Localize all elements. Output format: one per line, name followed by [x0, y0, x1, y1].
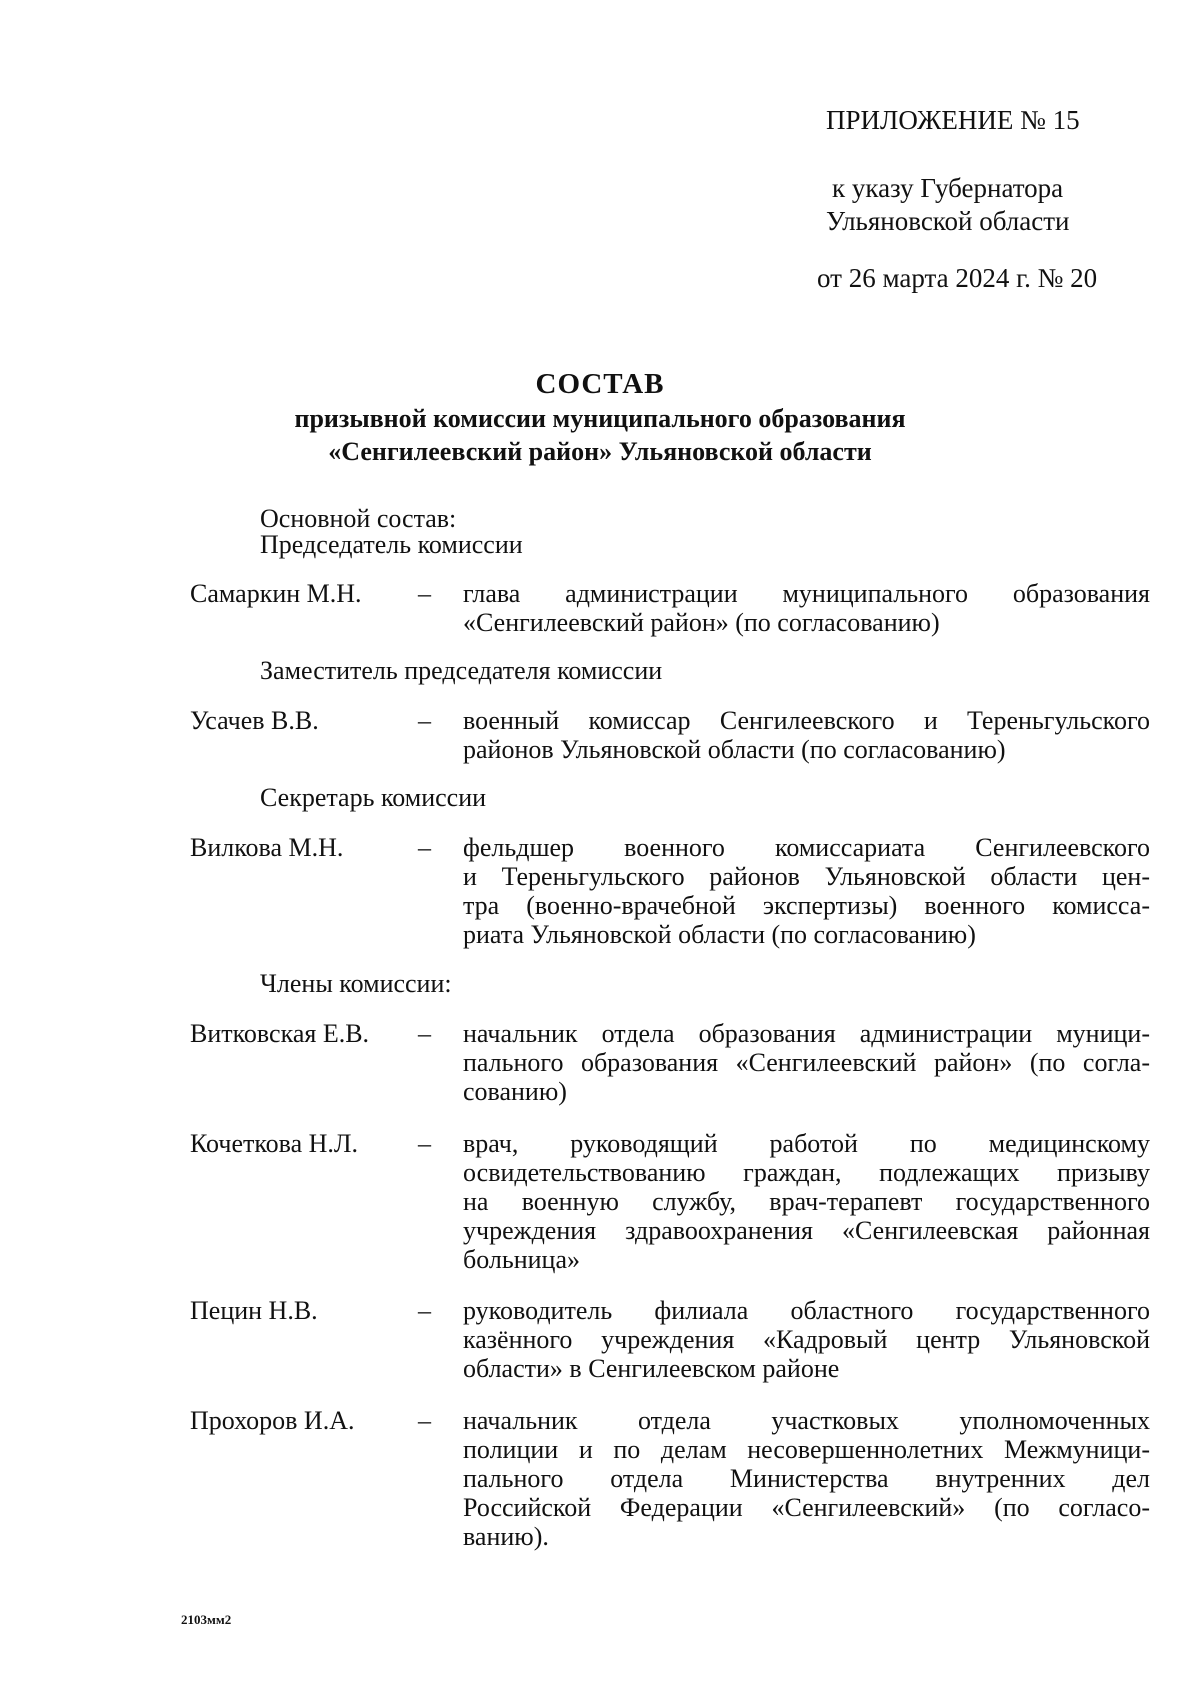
separator-dash: – — [418, 706, 431, 735]
position-line: начальник отдела участковых уполномоченных — [463, 1406, 1150, 1435]
document-code-stamp: 2103мм2 — [181, 1612, 232, 1627]
position-line: риата Ульяновской области (по согласованию) — [463, 920, 976, 949]
position-line: начальник отдела образования администрации муници- — [463, 1019, 1150, 1048]
decree-reference-line2: Ульяновской области — [826, 206, 1070, 236]
position-line: глава администрации муниципального образования — [463, 579, 1150, 608]
member-name: Прохоров И.А. — [190, 1406, 355, 1435]
decree-date-number: от 26 марта 2024 г. № 20 — [817, 263, 1098, 293]
position-line: больница» — [463, 1245, 580, 1274]
position-line: районов Ульяновской области (по согласованию) — [463, 735, 1006, 764]
separator-dash: – — [418, 833, 431, 862]
member-name: Вилкова М.Н. — [190, 833, 344, 862]
document-subtitle-line1: призывной комиссии муниципального образования — [294, 404, 906, 433]
separator-dash: – — [418, 1019, 431, 1048]
position-line: руководитель филиала областного государственного — [463, 1296, 1150, 1325]
position-line: фельдшер военного комиссариата Сенгилеевского — [463, 833, 1150, 862]
member-position — [463, 1129, 1150, 1274]
document-title: СОСТАВ — [535, 368, 665, 400]
position-line: освидетельствованию граждан, подлежащих призыву — [463, 1158, 1150, 1187]
position-line: пального образования «Сенгилеевский район» (по согла- — [463, 1048, 1150, 1077]
appendix-number: ПРИЛОЖЕНИЕ № 15 — [826, 105, 1080, 135]
position-line: военный комиссар Сенгилеевского и Тереньгульского — [463, 706, 1150, 735]
member-name: Витковская Е.В. — [190, 1019, 370, 1048]
position-line: полиции и по делам несовершеннолетних Межмуници- — [463, 1435, 1150, 1464]
member-position — [463, 1296, 1150, 1383]
position-line: ванию). — [463, 1522, 549, 1551]
member-name: Пецин Н.В. — [190, 1296, 318, 1325]
position-line: казённого учреждения «Кадровый центр Ульяновской — [463, 1325, 1150, 1354]
section-members: Члены комиссии: — [260, 969, 452, 998]
member-name: Кочеткова Н.Л. — [190, 1129, 359, 1158]
member-position — [463, 706, 1150, 764]
separator-dash: – — [418, 579, 431, 608]
document-subtitle-line2: «Сенгилеевский район» Ульяновской области — [328, 437, 872, 466]
member-name: Усачев В.В. — [190, 706, 319, 735]
position-line: «Сенгилеевский район» (по согласованию) — [463, 608, 940, 637]
position-line: и Тереньгульского районов Ульяновской области цен- — [463, 862, 1150, 891]
member-position — [463, 1019, 1150, 1106]
separator-dash: – — [418, 1129, 431, 1158]
decree-reference-line1: к указу Губернатора — [832, 173, 1064, 203]
position-line: Российской Федерации «Сенгилеевский» (по согласо- — [463, 1493, 1150, 1522]
section-chair: Председатель комиссии — [260, 530, 523, 559]
position-line: области» в Сенгилеевском районе — [463, 1354, 840, 1383]
position-line: сованию) — [463, 1077, 567, 1106]
member-position — [463, 1406, 1150, 1551]
position-line: тра (военно-врачебной экспертизы) военного комисса- — [463, 891, 1150, 920]
separator-dash: – — [418, 1296, 431, 1325]
member-position — [463, 579, 1150, 637]
position-line: врач, руководящий работой по медицинскому — [463, 1129, 1150, 1158]
section-main-composition: Основной состав: — [260, 504, 457, 533]
position-line: пального отдела Министерства внутренних дел — [463, 1464, 1150, 1493]
member-position — [463, 833, 1150, 949]
position-line: учреждения здравоохранения «Сенгилеевская районная — [463, 1216, 1150, 1245]
section-secretary: Секретарь комиссии — [260, 783, 487, 812]
position-line: на военную службу, врач-терапевт государственного — [463, 1187, 1150, 1216]
separator-dash: – — [418, 1406, 431, 1435]
section-deputy-chair: Заместитель председателя комиссии — [260, 656, 663, 685]
member-name: Самаркин М.Н. — [190, 579, 362, 608]
